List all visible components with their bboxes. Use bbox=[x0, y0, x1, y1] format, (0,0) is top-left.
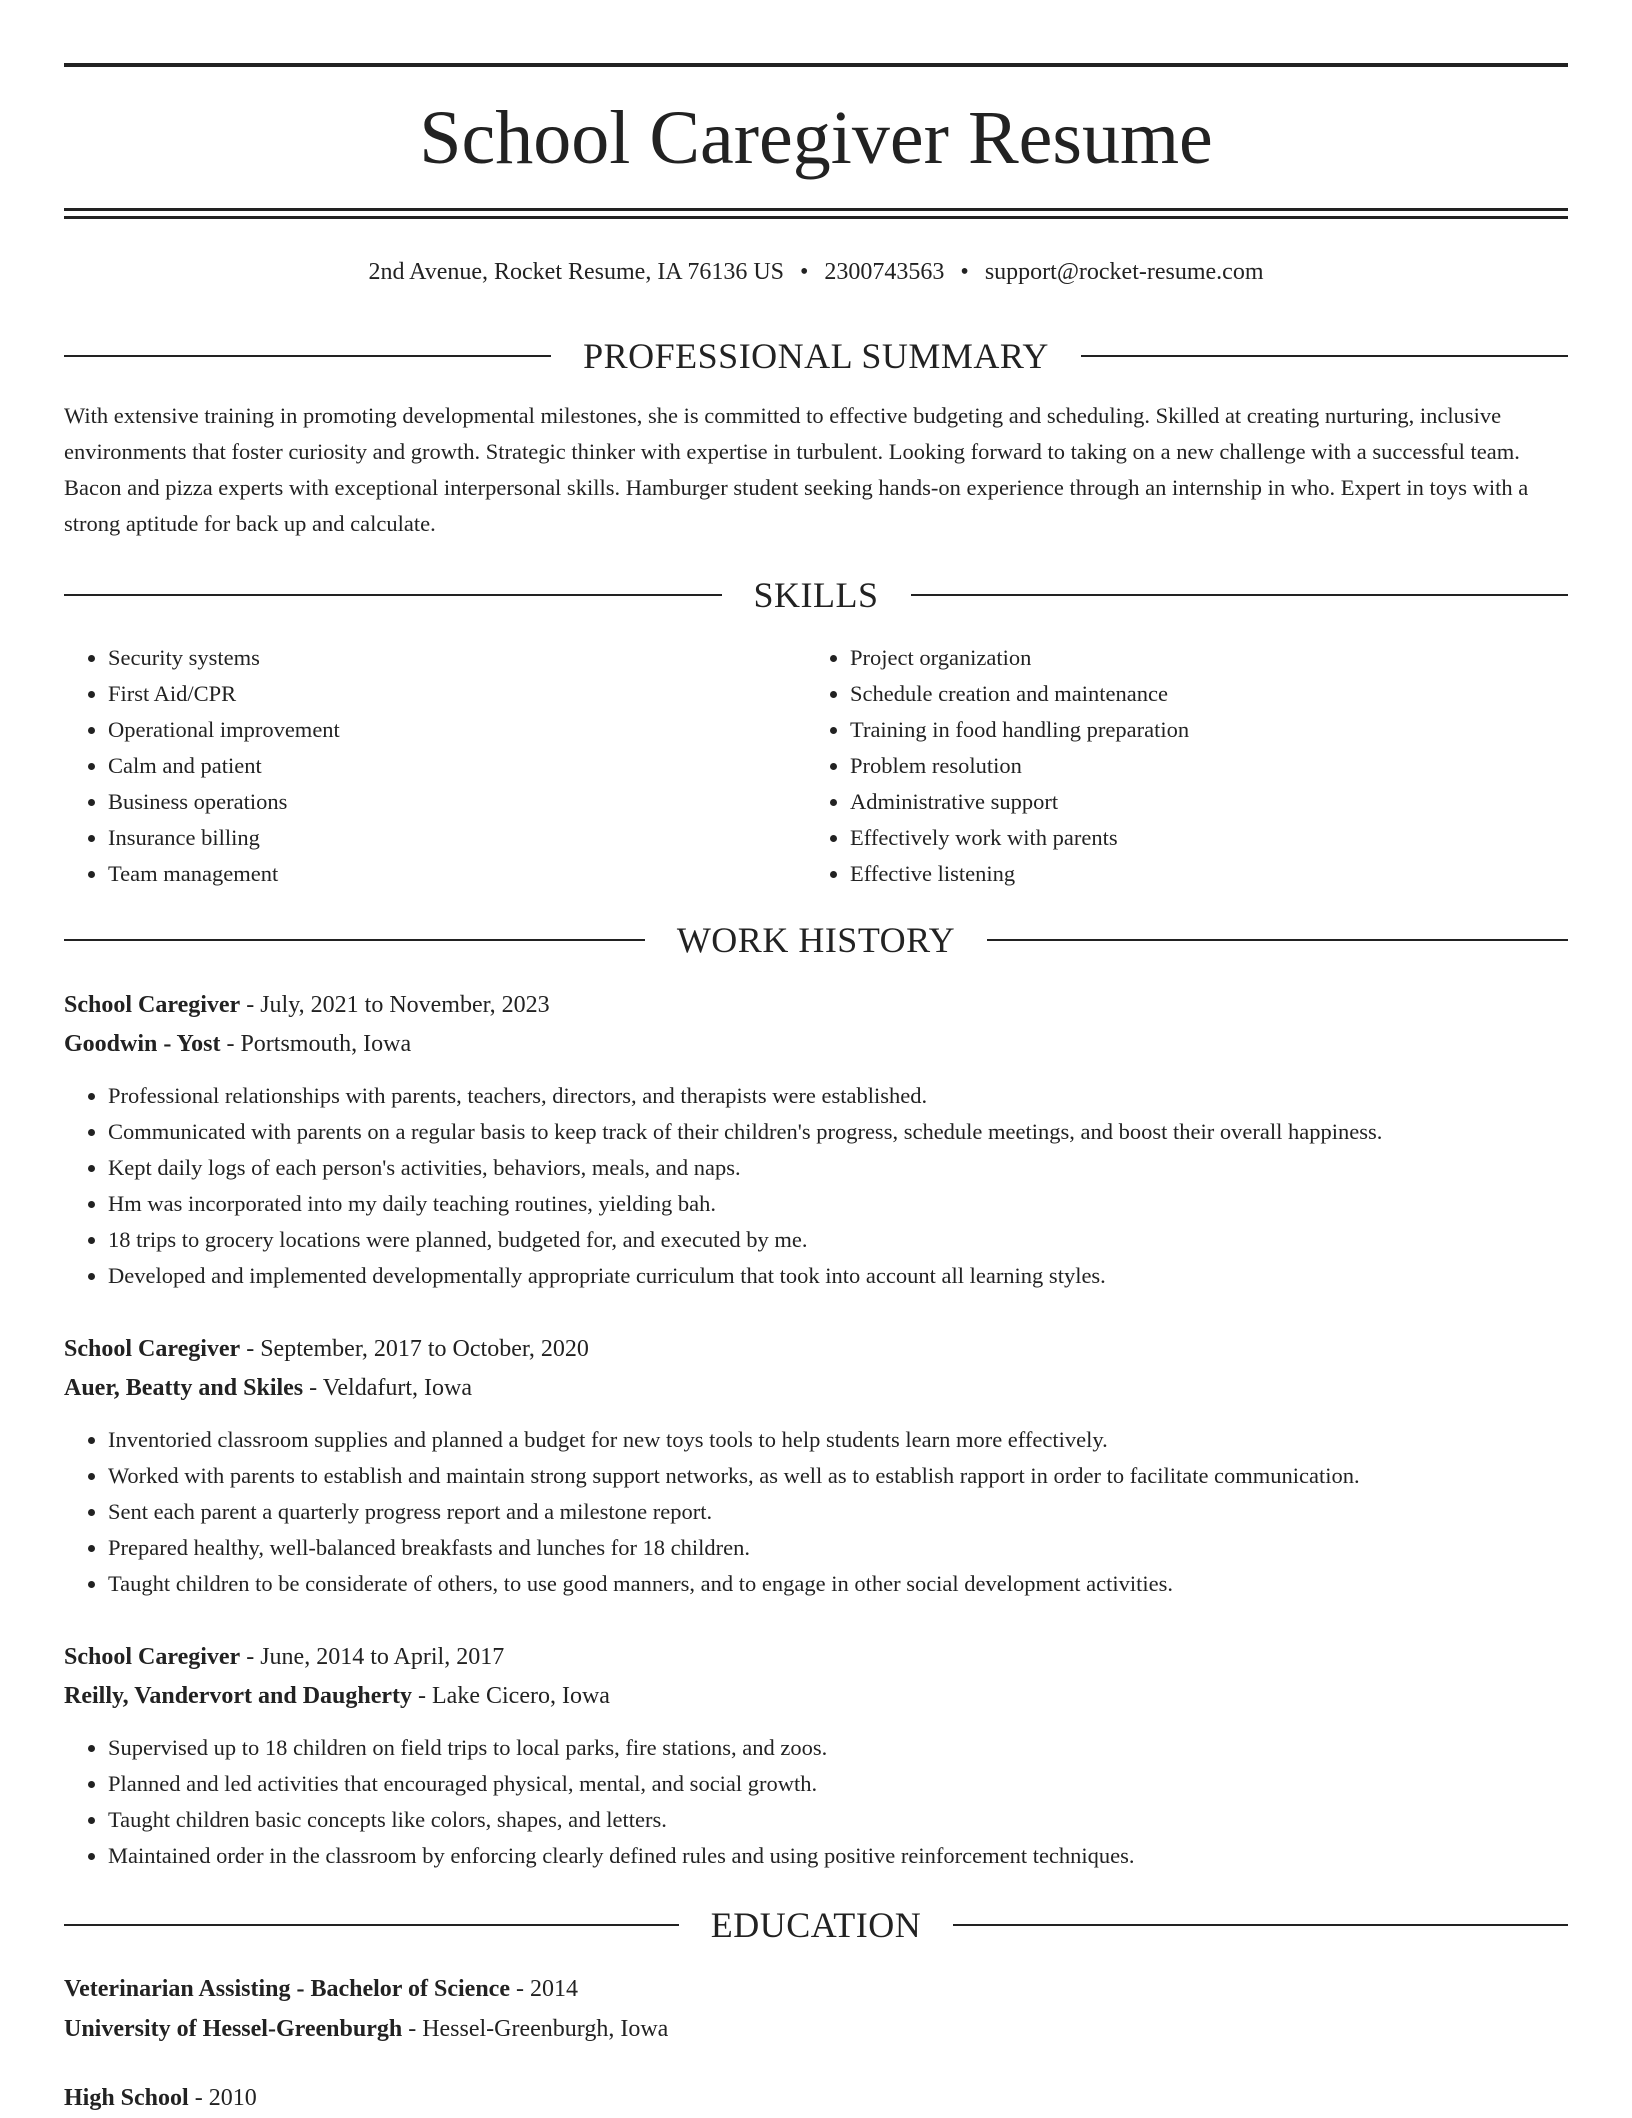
education-location: - Hessel-Greenburgh, Iowa bbox=[402, 2016, 669, 2042]
job-duty: • Prepared healthy, well-balanced breakfasts and lunches for 18 children. bbox=[108, 1530, 1568, 1566]
job-dates: - July, 2021 to November, 2023 bbox=[240, 992, 550, 1018]
education-entry bbox=[64, 1969, 1568, 2049]
heading-rule-left bbox=[64, 355, 551, 357]
job-title-line bbox=[64, 1638, 1568, 1677]
job-duty: • Taught children basic concepts like colors, shapes, and letters. bbox=[108, 1802, 1568, 1838]
job-duty: • Taught children to be considerate of others, to use good manners, and to engage in other social development activities. bbox=[108, 1566, 1568, 1602]
contact-phone: 2300743563 bbox=[824, 259, 945, 285]
skills-column-right bbox=[806, 640, 1189, 892]
contact-separator: • bbox=[960, 259, 969, 285]
job-title: School Caregiver bbox=[64, 1644, 241, 1670]
skill-item: • Schedule creation and maintenance bbox=[850, 676, 1189, 712]
skills-heading bbox=[64, 573, 1568, 617]
job-location: - Portsmouth, Iowa bbox=[220, 1031, 412, 1057]
work-history-heading bbox=[64, 918, 1568, 962]
job-duty: • 18 trips to grocery locations were planned, budgeted for, and executed by me. bbox=[108, 1222, 1568, 1258]
heading-rule-left bbox=[64, 1924, 679, 1926]
title-rule-upper bbox=[64, 208, 1568, 211]
job-company-line bbox=[64, 1025, 1568, 1064]
contact-address: 2nd Avenue, Rocket Resume, IA 76136 US bbox=[368, 259, 784, 285]
skill-item: • Project organization bbox=[850, 640, 1189, 676]
job-duty: • Supervised up to 18 children on field trips to local parks, fire stations, and zoos. bbox=[108, 1730, 1568, 1766]
education-school-line bbox=[64, 2009, 1568, 2049]
skill-item: • Training in food handling preparation bbox=[850, 712, 1189, 748]
heading-rule-right bbox=[911, 594, 1569, 596]
resume-title: School Caregiver Resume bbox=[419, 96, 1213, 180]
education-heading-label: EDUCATION bbox=[710, 1905, 922, 1945]
title-rule-lower bbox=[64, 216, 1568, 219]
job-title: School Caregiver bbox=[64, 992, 241, 1018]
education-degree: High School bbox=[64, 2085, 189, 2111]
job-duty: • Kept daily logs of each person's activities, behaviors, meals, and naps. bbox=[108, 1150, 1568, 1186]
skill-item: • Team management bbox=[108, 856, 340, 892]
skill-item: • Problem resolution bbox=[850, 748, 1189, 784]
skill-item: • First Aid/CPR bbox=[108, 676, 340, 712]
heading-rule-right bbox=[953, 1924, 1568, 1926]
skill-item: • Operational improvement bbox=[108, 712, 340, 748]
skill-item: • Administrative support bbox=[850, 784, 1189, 820]
heading-rule-right bbox=[987, 939, 1568, 941]
summary-text: With extensive training in promoting developmental milestones, she is committed to effective budgeting and scheduling. Skilled at creating nurturing, inclusive environments that foster curiosity and growth. Strategic thinker with expertise in turbulent. Looking forward to taking on a new challenge with a successful team. Bacon and pizza experts with exceptional interpersonal skills. Hamburger student seeking hands-on experience through an internship in who. Expert in toys with a strong aptitude for back up and calculate. bbox=[64, 403, 1529, 536]
job-company-line bbox=[64, 1677, 1568, 1716]
job-duty: • Communicated with parents on a regular basis to keep track of their children's progress, schedule meetings, and boost their overall happiness. bbox=[108, 1114, 1568, 1150]
skills-column-left bbox=[64, 640, 340, 892]
skill-item: • Business operations bbox=[108, 784, 340, 820]
education-degree-line bbox=[64, 2078, 1568, 2118]
education-entry bbox=[64, 2078, 1568, 2118]
heading-rule-left bbox=[64, 939, 645, 941]
contact-line bbox=[64, 252, 1568, 292]
skills-heading-label: SKILLS bbox=[753, 575, 879, 615]
job-duty: • Planned and led activities that encouraged physical, mental, and social growth. bbox=[108, 1766, 1568, 1802]
job-dates: - September, 2017 to October, 2020 bbox=[240, 1336, 589, 1362]
job-location: - Lake Cicero, Iowa bbox=[412, 1683, 610, 1709]
job-duties bbox=[64, 1078, 1568, 1294]
job-duty: • Developed and implemented developmentally appropriate curriculum that took into account all learning styles. bbox=[108, 1258, 1568, 1294]
work-history-heading-label: WORK HISTORY bbox=[676, 920, 956, 960]
job-title: School Caregiver bbox=[64, 1336, 241, 1362]
job-entry bbox=[64, 1638, 1568, 1874]
skill-item: • Insurance billing bbox=[108, 820, 340, 856]
contact-email: support@rocket-resume.com bbox=[984, 259, 1264, 285]
job-entry bbox=[64, 986, 1568, 1294]
education-degree-line bbox=[64, 1969, 1568, 2009]
job-location: - Veldafurt, Iowa bbox=[303, 1375, 472, 1401]
contact-separator: • bbox=[800, 259, 809, 285]
education-school: University of Hessel-Greenburgh bbox=[64, 2016, 403, 2042]
job-company: Auer, Beatty and Skiles bbox=[64, 1375, 304, 1401]
job-entry bbox=[64, 1330, 1568, 1602]
job-duty: • Worked with parents to establish and maintain strong support networks, as well as to establish rapport in order to facilitate communication. bbox=[108, 1458, 1568, 1494]
job-duty: • Sent each parent a quarterly progress report and a milestone report. bbox=[108, 1494, 1568, 1530]
job-company-line bbox=[64, 1369, 1568, 1408]
skill-item: • Effective listening bbox=[850, 856, 1189, 892]
education-year: - 2010 bbox=[188, 2085, 257, 2111]
skill-item: • Effectively work with parents bbox=[850, 820, 1189, 856]
job-title-line bbox=[64, 1330, 1568, 1369]
education-year: - 2014 bbox=[509, 1976, 578, 2002]
education-heading bbox=[64, 1903, 1568, 1947]
job-duty: • Hm was incorporated into my daily teaching routines, yielding bah. bbox=[108, 1186, 1568, 1222]
job-duties bbox=[64, 1730, 1568, 1874]
job-dates: - June, 2014 to April, 2017 bbox=[240, 1644, 505, 1670]
job-company: Reilly, Vandervort and Daugherty bbox=[64, 1683, 413, 1709]
skill-item: • Calm and patient bbox=[108, 748, 340, 784]
heading-rule-right bbox=[1081, 355, 1568, 357]
skill-item: • Security systems bbox=[108, 640, 340, 676]
job-company: Goodwin - Yost bbox=[64, 1031, 221, 1057]
job-duty: • Maintained order in the classroom by enforcing clearly defined rules and using positive reinforcement techniques. bbox=[108, 1838, 1568, 1874]
top-rule bbox=[64, 63, 1568, 67]
job-title-line bbox=[64, 986, 1568, 1025]
education-degree: Veterinarian Assisting - Bachelor of Science bbox=[64, 1976, 510, 2002]
summary-heading-label: PROFESSIONAL SUMMARY bbox=[583, 336, 1049, 376]
job-duty: • Professional relationships with parents, teachers, directors, and therapists were established. bbox=[108, 1078, 1568, 1114]
summary-heading bbox=[64, 334, 1568, 378]
job-duty: • Inventoried classroom supplies and planned a budget for new toys tools to help students learn more effectively. bbox=[108, 1422, 1568, 1458]
heading-rule-left bbox=[64, 594, 722, 596]
job-duties bbox=[64, 1422, 1568, 1602]
